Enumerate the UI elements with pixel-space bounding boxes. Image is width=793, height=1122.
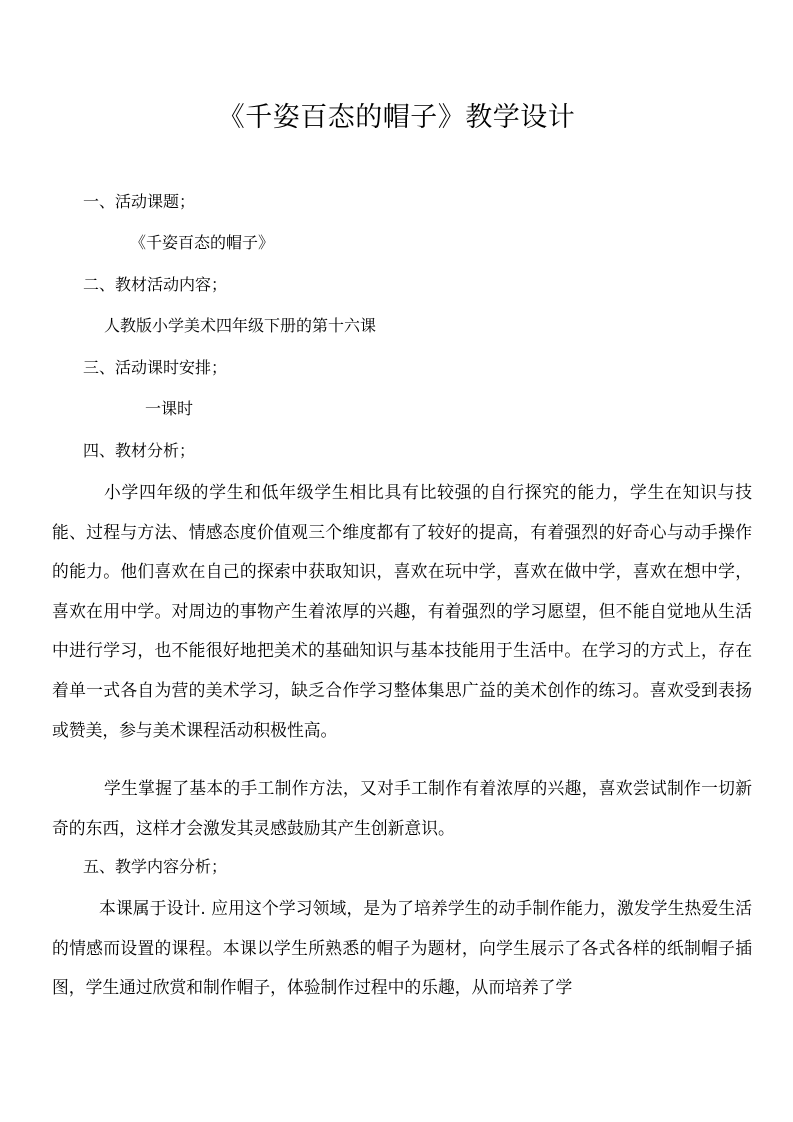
document-title: 《千姿百态的帽子》教学设计	[217, 102, 576, 133]
section-3-heading: 三、活动课时安排；	[83, 358, 228, 377]
section-1-content: 《千姿百态的帽子》	[130, 233, 275, 252]
section-5-paragraph-1: 本课属于设计. 应用这个学习领域，是为了培养学生的动手制作能力，激发学生热爱生活的情感而设置的课程。本课以学生所熟悉的帽子为题材，向学生展示了各式各样的纸制帽子插图，学生通过欣赏和制作帽子，体验制作过程中的乐趣，从而培养了学	[52, 898, 752, 998]
section-5-heading: 五、教学内容分析；	[83, 857, 228, 876]
section-1-heading: 一、活动课题；	[83, 192, 196, 211]
section-3-content: 一课时	[145, 399, 194, 418]
section-2-content: 人教版小学美术四年级下册的第十六课	[104, 316, 377, 335]
section-2-heading: 二、教材活动内容；	[83, 275, 228, 294]
section-4-heading: 四、教材分析；	[83, 441, 196, 460]
section-4-paragraph-1: 小学四年级的学生和低年级学生相比具有比较强的自行探究的能力，学生在知识与技能、过程与方法、情感态度价值观三个维度都有了较好的提高，有着强烈的好奇心与动手操作的能力。他们喜欢在自己的探索中获取知识，喜欢在玩中学，喜欢在做中学，喜欢在想中学，喜欢在用中学。对周边的事物产生着浓厚的兴趣，有着强烈的学习愿望，但不能自觉地从生活中进行学习，也不能很好地把美术的基础知识与基本技能用于生活中。在学习的方式上，存在着单一式各自为营的美术学习，缺乏合作学习整体集思广益的美术创作的练习。喜欢受到表扬或赞美，参与美术课程活动积极性高。	[52, 482, 752, 740]
section-4-paragraph-2: 学生掌握了基本的手工制作方法，又对手工制作有着浓厚的兴趣，喜欢尝试制作一切新奇的东西，这样才会激发其灵感鼓励其产生创新意识。	[52, 778, 752, 838]
